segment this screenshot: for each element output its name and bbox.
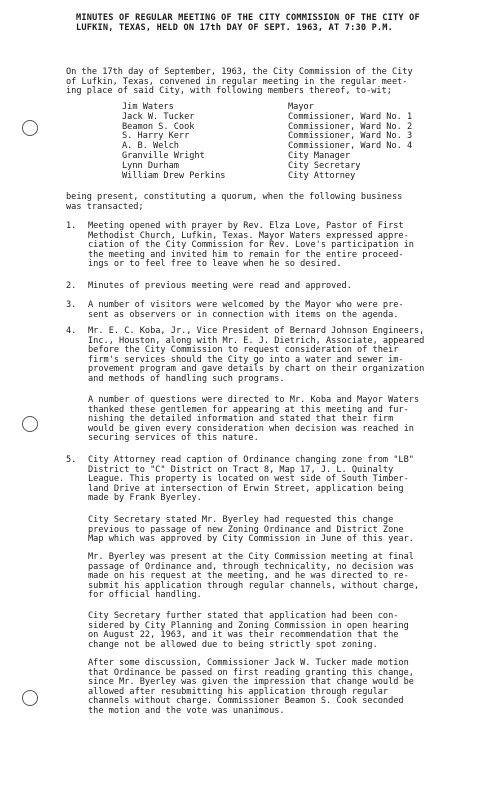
item-5-paragraph-d (88, 659, 458, 717)
member-office: Commissioner, Ward No. 2 (288, 121, 413, 132)
text-line: land Drive at intersection of Erwin Street, application being (88, 483, 404, 494)
text-line: change not be allowed due to being strictly spot zoning. (88, 639, 378, 650)
title-line: LUFKIN, TEXAS, HELD ON 17th DAY OF SEPT. 1963, AT 7:30 P.M. (76, 22, 394, 33)
text-line: Methodist Church, Lufkin, Texas. Mayor Waters expressed appre- (88, 230, 409, 241)
text-line: District to "C" District on Tract 8, Map 17, J. L. Quinalty (88, 464, 394, 475)
text-line: would be given every consideration when decision was reached in (88, 423, 414, 434)
text-line: and methods of handling such programs. (88, 373, 285, 384)
item-text (88, 282, 458, 292)
text-line: thanked these gentlemen for appearing at this meeting and fur- (88, 404, 409, 415)
text-line: Inc., Houston, along with Mr. E. J. Dietrich, Associate, appeared (88, 335, 425, 346)
item-5-paragraph-a (88, 516, 458, 545)
text-line: On the 17th day of September, 1963, the City Commission of the City (66, 67, 413, 77)
text-line: City Secretary stated Mr. Byerley had requested this change (88, 515, 394, 525)
text-line: Mr. E. C. Koba, Jr., Vice President of Bernard Johnson Engineers, (88, 326, 425, 336)
item-4-followup (88, 396, 458, 444)
text-line: ciation of the City Commission for Rev. Love's participation in (88, 240, 414, 251)
text-line: before the City Commission to request consideration of their (88, 345, 399, 356)
member-office: Commissioner, Ward No. 1 (288, 111, 413, 122)
binder-hole (22, 120, 38, 136)
item-text (88, 301, 458, 320)
text-line: City Secretary further stated that application had been con- (88, 611, 399, 621)
text-line: allowed after resubmitting his application through regular (88, 686, 389, 697)
minutes-title (76, 14, 456, 33)
item-5-paragraph-b (88, 553, 458, 601)
text-line: previous to passage of new Zoning Ordinance and District Zone (88, 524, 404, 535)
text-line: City Attorney read caption of Ordinance changing zone from "LB" (88, 455, 414, 465)
text-line: on August 22, 1963, and it was their recommendation that the (88, 630, 399, 641)
text-line: Meeting opened with prayer by Rev. Elza Love, Pastor of First (88, 221, 404, 231)
item-number: 2. (66, 281, 77, 291)
member-name: Jack W. Tucker (122, 111, 195, 122)
text-line: channels without charge. Commissioner Beamon S. Cook seconded (88, 696, 404, 707)
item-number: 5. (66, 455, 77, 465)
text-line: submit his application through regular channels, without charge, (88, 580, 420, 591)
text-line: Map which was approved by City Commission in June of this year. (88, 534, 414, 545)
attendance-roster (122, 103, 462, 181)
text-line: sidered by City Planning and Zoning Commission in open hearing (88, 620, 409, 631)
item-5-paragraph-c (88, 612, 458, 650)
member-name: S. Harry Kerr (122, 131, 190, 142)
text-line: the meeting and invited him to remain for the entire proceed- (88, 249, 404, 260)
text-line: ing place of said City, with following members thereof, to-wit; (66, 86, 392, 97)
item-text (88, 456, 458, 504)
text-line: League. This property is located on west side of South Timber- (88, 474, 409, 485)
title-line: MINUTES OF REGULAR MEETING OF THE CITY COMMISSION OF THE CITY OF (76, 13, 420, 23)
text-line: Mr. Byerley was present at the City Commission meeting at final (88, 552, 414, 562)
intro-paragraph (66, 68, 456, 97)
quorum-paragraph (66, 193, 456, 212)
member-office: City Secretary (288, 160, 361, 171)
member-office: Commissioner, Ward No. 4 (288, 141, 413, 152)
binder-hole (22, 416, 38, 432)
text-line: since Mr. Byerley was given the impression that change would be (88, 677, 414, 688)
text-line: provement program and gave details by chart on their organization (88, 364, 425, 375)
text-line: the motion and the vote was unanimous. (88, 705, 285, 716)
member-name: William Drew Perkins (122, 170, 226, 181)
text-line: Minutes of previous meeting were read and approved. (88, 281, 352, 291)
member-name: Jim Waters (122, 102, 174, 112)
member-office: Mayor (288, 102, 314, 112)
item-number: 4. (66, 326, 77, 336)
item-number: 1. (66, 221, 77, 231)
member-name: A. B. Welch (122, 141, 179, 152)
text-line: that Ordinance be passed on first reading granting this change, (88, 667, 414, 678)
text-line: ings or to feel free to leave when he so desired. (88, 259, 342, 270)
text-line: being present, constituting a quorum, when the following business (66, 192, 403, 202)
text-line: A number of questions were directed to Mr. Koba and Mayor Waters (88, 395, 420, 405)
text-line: made on his request at the meeting, and he was directed to re- (88, 571, 409, 582)
item-text (88, 327, 458, 385)
text-line: sent as observers or in connection with items on the agenda. (88, 309, 399, 320)
text-line: securing services of this nature. (88, 433, 259, 444)
member-name: Beamon S. Cook (122, 121, 195, 132)
member-office: City Attorney (288, 170, 356, 181)
item-number: 3. (66, 300, 77, 310)
text-line: After some discussion, Commissioner Jack W. Tucker made motion (88, 658, 409, 668)
text-line: for official handling. (88, 590, 202, 601)
text-line: passage of Ordinance and, through technicality, no decision was (88, 561, 414, 572)
text-line: A number of visitors were welcomed by the Mayor who were pre- (88, 300, 404, 310)
roster-row (122, 172, 462, 182)
item-text (88, 222, 458, 270)
member-name: Lynn Durham (122, 160, 179, 171)
binder-hole (22, 690, 38, 706)
text-line: was transacted; (66, 201, 144, 212)
member-office: Commissioner, Ward No. 3 (288, 131, 413, 142)
text-line: nishing the detailed information and stated that their firm (88, 414, 394, 425)
text-line: of Lufkin, Texas, convened in regular meeting in the regular meet- (66, 76, 408, 87)
member-name: Granville Wright (122, 150, 205, 161)
text-line: made by Frank Byerley. (88, 493, 202, 504)
text-line: firm's services should the City go into a water and sewer im- (88, 354, 404, 365)
member-office: City Manager (288, 150, 351, 161)
